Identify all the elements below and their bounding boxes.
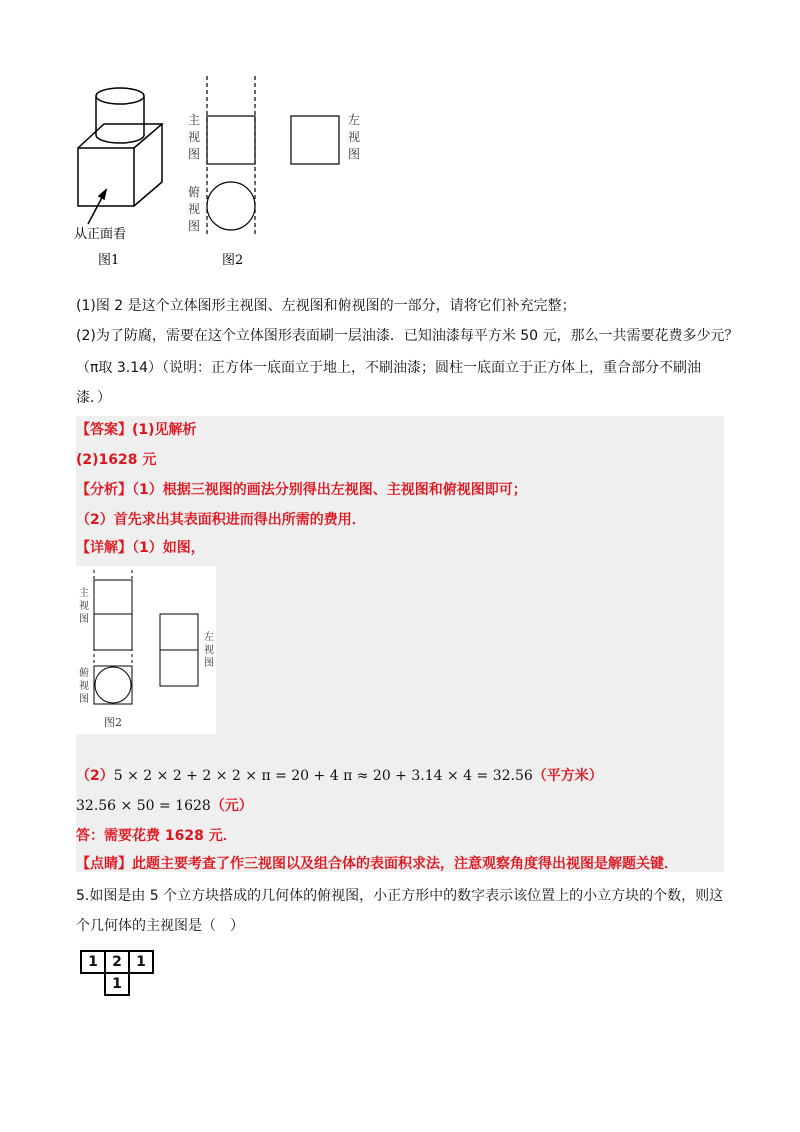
calc2-unit: （元） <box>210 798 253 814</box>
solution-top-char-1: 俯 <box>79 668 89 679</box>
calc2-expression: 32.56 × 50 = 1628 <box>76 798 211 814</box>
left-view-square <box>291 116 339 164</box>
calc-line1 <box>76 766 603 786</box>
figure2-label: 图2 <box>222 253 244 268</box>
analysis-line2: （2）首先求出其表面积进而得出所需的费用． <box>76 512 366 528</box>
front-view-char-3: 图 <box>188 147 201 161</box>
grid-cell-empty <box>129 973 153 995</box>
calc1-unit: （平方米） <box>532 768 603 784</box>
grid-cell: 1 <box>129 951 153 973</box>
figure2-views <box>207 76 339 236</box>
answer-comment: 【点睛】此题主要考查了作三视图以及组合体的表面积求法，注意观察角度得出视图是解题关键． <box>76 856 678 872</box>
grid-cell-empty <box>81 973 105 995</box>
left-view-char-2: 视 <box>348 130 361 144</box>
solution-left-char-3: 图 <box>204 658 214 669</box>
figure1-solid <box>78 88 162 224</box>
top-view-char-3: 图 <box>188 219 201 233</box>
top-view-circle <box>207 182 255 230</box>
solution-front-char-2: 视 <box>79 601 89 612</box>
grid-cell: 1 <box>105 973 129 995</box>
solution-left-char-1: 左 <box>204 632 214 643</box>
answer-line1: 【答案】(1)见解析 <box>76 422 197 438</box>
answer-conclusion: 答：需要花费 1628 元． <box>76 828 237 844</box>
question-part1: (1)图 2 是这个立体图形主视图、左视图和俯视图的一部分，请将它们补充完整； <box>76 298 576 314</box>
front-view-char-1: 主 <box>188 113 201 127</box>
solution-top-char-2: 视 <box>79 681 89 692</box>
left-view-char-3: 图 <box>348 147 361 161</box>
calc-line2 <box>76 796 253 816</box>
solution-left-char-2: 视 <box>204 645 214 656</box>
question5-top-view-grid <box>80 950 154 996</box>
figure1-label: 图1 <box>98 253 120 268</box>
question-part2: (2)为了防腐，需要在这个立体图形表面刷一层油漆．已知油漆每平方米 50 元，那么一共需要花费多少元？ <box>76 328 739 344</box>
figure1-view-caption: 从正面看 <box>74 227 127 242</box>
front-view-char-2: 视 <box>188 130 201 144</box>
grid-cell: 1 <box>81 951 105 973</box>
calc1-expression: 5 × 2 × 2 + 2 × 2 × π = 20 + 4 π ≈ 20 + 3.14 × 4 = 32.56 <box>113 768 533 784</box>
figures-top <box>0 0 800 280</box>
grid-cell: 2 <box>105 951 129 973</box>
left-view-char-1: 左 <box>348 113 361 127</box>
answer-line2: (2)1628 元 <box>76 452 157 468</box>
solution-top-char-3: 图 <box>79 694 89 705</box>
top-view-char-1: 俯 <box>188 185 201 199</box>
analysis-line1: 【分析】（1）根据三视图的画法分别得出左视图、主视图和俯视图即可； <box>76 482 527 498</box>
question5-text2: 个几何体的主视图是（ ） <box>76 918 244 934</box>
solution-figure <box>76 566 216 734</box>
front-view-square <box>207 116 255 164</box>
question-note2: 漆．） <box>76 390 111 406</box>
top-view-char-2: 视 <box>188 202 201 216</box>
calc1-prefix: （2） <box>76 768 114 784</box>
question5-text1: 5.如图是由 5 个立方块搭成的几何体的俯视图，小正方形中的数字表示该位置上的小立方块的个数，则这 <box>76 888 724 904</box>
solution-front-char-1: 主 <box>79 588 89 599</box>
solution-front-char-3: 图 <box>79 614 89 625</box>
question-note1: （π取 3.14）（说明：正方体一底面立于地上，不刷油漆；圆柱一底面立于正方体上，重合部分不刷油 <box>76 360 702 376</box>
solution-figure-label: 图2 <box>104 716 122 729</box>
detail-heading: 【详解】（1）如图， <box>76 540 205 556</box>
